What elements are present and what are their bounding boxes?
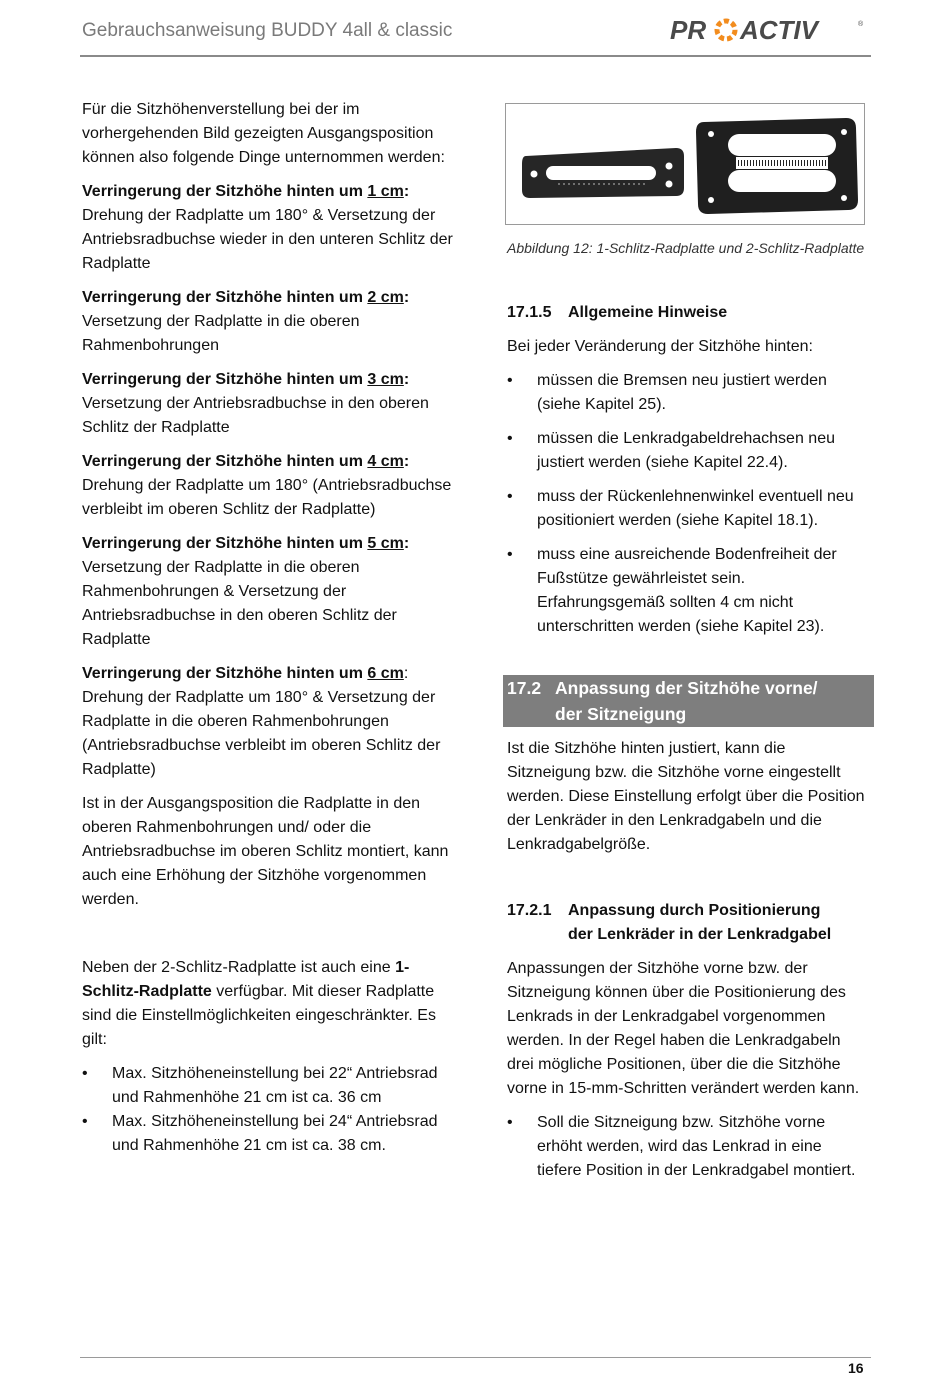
section-17-2-1-heading [507, 899, 867, 947]
item-text: Versetzung der Radplatte in die oberen Rahmenbohrungen & Versetzung der Antriebsradbuchse in den oberen Schlitz der Radplatte [82, 559, 397, 648]
item-amount: 2 cm [367, 289, 404, 306]
item-text: Versetzung der Radplatte in die oberen Rahmenbohrungen [82, 313, 360, 354]
section-17-1-5-list [507, 369, 867, 639]
section-17-1-5-heading [507, 301, 867, 325]
left-bullet-list [82, 1062, 454, 1158]
one-slot-plate [522, 148, 684, 198]
para2-a: Neben der 2-Schlitz-Radplatte ist auch eine [82, 959, 396, 976]
item-amount: 3 cm [367, 371, 404, 388]
section-17-2-1-text: Anpassungen der Sitzhöhe vorne bzw. der Sitzneigung können über die Positionierung des Lenkrads in der Lenkradgabel vorgenommen werden. In der Regel haben die Lenkradgabeln drei mögliche Positionen, über die die Sitzhöhe vorne in 15-mm-Schritten verändert werden kann. [507, 960, 860, 1097]
item-colon: : [403, 665, 409, 682]
section-number: 17.2 [507, 678, 542, 698]
list-item [507, 485, 867, 533]
intro-paragraph: Für die Sitzhöhenverstellung bei der im vorhergehenden Bild gezeigten Ausgangsposition können also folgende Dinge unternommen werden: [82, 101, 445, 166]
header-rule [80, 55, 871, 57]
bullet-icon: • [507, 1114, 513, 1131]
svg-text:PR: PR [670, 15, 707, 45]
bullet-icon: • [82, 1065, 88, 1082]
para2-b: 1-Schlitz-Radplatte [82, 959, 410, 1000]
adjustment-item-2 [82, 286, 454, 358]
section-title-line-1: Anpassung der Sitzhöhe vorne/ [555, 678, 818, 698]
section-number: 17.1.5 [507, 304, 552, 321]
adjustment-item-5 [82, 532, 454, 652]
item-prefix: Verringerung der Sitzhöhe hinten um [82, 453, 368, 470]
bullet-icon: • [507, 372, 513, 389]
section-17-2-heading [503, 675, 874, 727]
list-item-text: Soll die Sitzneigung bzw. Sitzhöhe vorne erhöht werden, wird das Lenkrad in eine tiefere Position in der Lenkradgabel montiert. [537, 1114, 856, 1179]
section-title-line-2: der Lenkräder in der Lenkradgabel [568, 926, 832, 943]
item-colon: : [403, 183, 410, 200]
adjustment-item-6 [82, 662, 454, 782]
after-paragraph: Ist in der Ausgangsposition die Radplatte in den oberen Rahmenbohrungen und/ oder die Antriebsradbuchse im oberen Schlitz montiert, kann auch eine Erhöhung der Sitzhöhe vorgenommen werden. [82, 795, 449, 908]
list-item-text: müssen die Lenkradgabeldrehachsen neu justiert werden (siehe Kapitel 22.4). [537, 430, 835, 471]
left-column [82, 98, 454, 1158]
item-amount: 6 cm [367, 665, 404, 682]
list-item [507, 543, 867, 639]
item-colon: : [403, 371, 410, 388]
list-item-text: muss der Rückenlehnenwinkel eventuell neu positioniert werden (siehe Kapitel 18.1). [537, 488, 854, 529]
item-prefix: Verringerung der Sitzhöhe hinten um [82, 371, 368, 388]
wheel-plates-image [506, 104, 864, 224]
proactiv-logo [668, 14, 868, 46]
two-slot-plate [696, 118, 858, 214]
item-colon: : [403, 453, 410, 470]
item-prefix: Verringerung der Sitzhöhe hinten um [82, 183, 368, 200]
svg-text:®: ® [858, 21, 864, 28]
bullet-icon: • [507, 546, 513, 563]
footer-rule [80, 1357, 871, 1358]
svg-text:ACTIV: ACTIV [740, 15, 818, 45]
item-colon: : [403, 535, 410, 552]
list-item [82, 1110, 454, 1158]
section-number: 17.2.1 [507, 902, 552, 919]
section-17-2-text: Ist die Sitzhöhe hinten justiert, kann die Sitzneigung bzw. die Sitzhöhe vorne eingestellt werden. Diese Einstellung erfolgt über die Position der Lenkräder in den Lenkradgabeln und die Lenkradgabelgröße. [507, 740, 865, 853]
header-title: Gebrauchsanweisung BUDDY 4all & classic [82, 20, 453, 41]
item-text: Versetzung der Antriebsradbuchse in den oberen Schlitz der Radplatte [82, 395, 429, 436]
section-title: Allgemeine Hinweise [568, 304, 728, 321]
item-text: Drehung der Radplatte um 180° (Antriebsradbuchse verbleibt im oberen Schlitz der Radplatte) [82, 477, 452, 518]
section-17-2-1-list [507, 1111, 867, 1183]
adjustment-item-4 [82, 450, 454, 522]
list-item [507, 369, 867, 417]
item-amount: 5 cm [367, 535, 404, 552]
adjustment-item-1 [82, 180, 454, 276]
wheel-plate-figure [505, 103, 865, 225]
item-prefix: Verringerung der Sitzhöhe hinten um [82, 665, 368, 682]
list-item-text: Max. Sitzhöheneinstellung bei 24“ Antriebsrad und Rahmenhöhe 21 cm ist ca. 38 cm. [112, 1113, 438, 1154]
bullet-icon: • [507, 430, 513, 447]
adjustment-item-3 [82, 368, 454, 440]
item-text: Drehung der Radplatte um 180° & Versetzung der Antriebsradbuchse wieder in den unteren Schlitz der Radplatte [82, 207, 453, 272]
bullet-icon: • [507, 488, 513, 505]
item-text: Drehung der Radplatte um 180° & Versetzung der Radplatte in die oberen Rahmenbohrungen (Antriebsradbuchse verbleibt im oberen Schlitz der Radplatte) [82, 689, 441, 778]
one-slot-paragraph [82, 956, 454, 1052]
list-item-text: Max. Sitzhöheneinstellung bei 22“ Antriebsrad und Rahmenhöhe 21 cm ist ca. 36 cm [112, 1065, 438, 1106]
list-item [82, 1062, 454, 1110]
item-prefix: Verringerung der Sitzhöhe hinten um [82, 535, 368, 552]
list-item [507, 1111, 867, 1183]
bullet-icon: • [82, 1113, 88, 1130]
para2-c: verfügbar. Mit dieser Radplatte sind die Einstellmöglichkeiten eingeschränkter. Es gilt: [82, 983, 436, 1048]
right-column [507, 98, 867, 1193]
item-prefix: Verringerung der Sitzhöhe hinten um [82, 289, 368, 306]
item-amount: 4 cm [367, 453, 404, 470]
list-item-text: muss eine ausreichende Bodenfreiheit der Fußstütze gewährleistet sein. Erfahrungsgemäß sollten 4 cm nicht unterschritten werden (siehe Kapitel 23). [537, 546, 837, 635]
page-number: 16 [848, 1360, 864, 1376]
section-title-line-1: Anpassung durch Positionierung [568, 902, 821, 919]
item-amount: 1 cm [367, 183, 404, 200]
list-item [507, 427, 867, 475]
list-item-text: müssen die Bremsen neu justiert werden (siehe Kapitel 25). [537, 372, 827, 413]
section-17-1-5-intro: Bei jeder Veränderung der Sitzhöhe hinten: [507, 338, 813, 355]
section-title-line-2: der Sitzneigung [555, 704, 687, 724]
figure-caption: Abbildung 12: 1-Schlitz-Radplatte und 2-Schlitz-Radplatte [507, 240, 865, 256]
item-colon: : [403, 289, 410, 306]
